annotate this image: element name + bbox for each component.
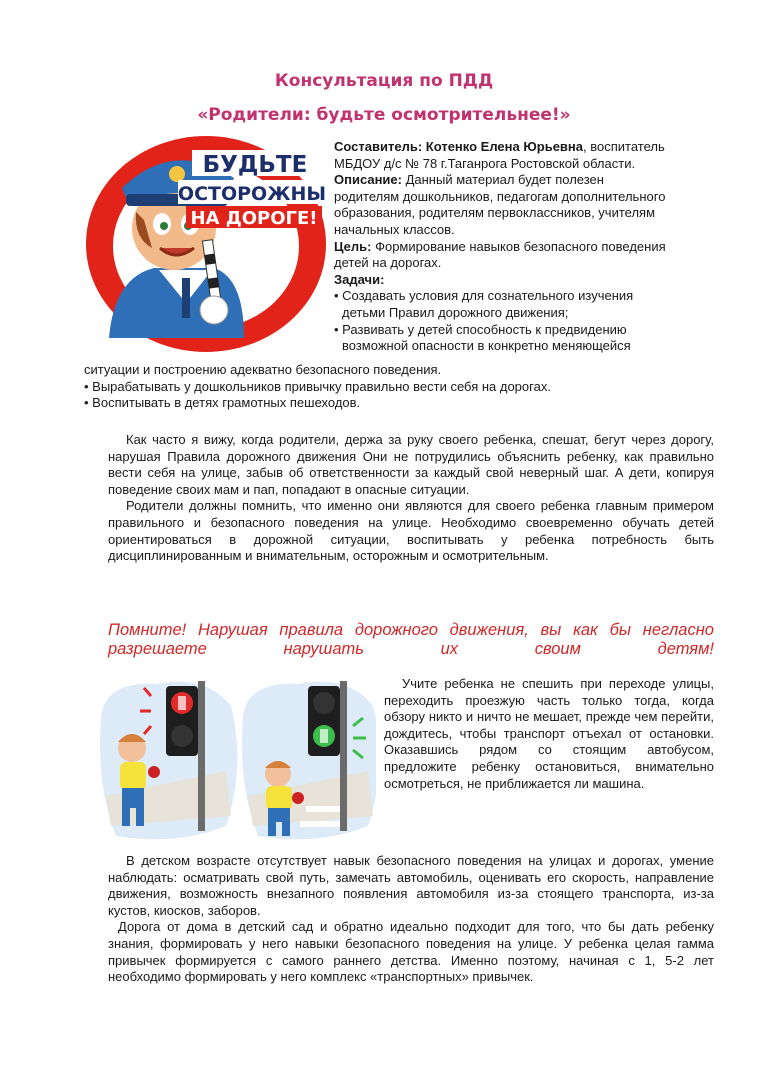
paragraph-3: Учите ребенка не спешить при переходе улицы, переходить проезжую часть только тогда, когда обзору никто и ничто не мешает, прежде чем перейти, дождитесь, чтобы транспорт отъехал от остановки. Оказавшись рядом со стоящим автобусом, предложите ребенку остановиться, внимательно осмотреться, не приближается ли машина. [384, 676, 714, 791]
description-line: Описание: Данный материал будет полезен [334, 172, 604, 188]
description-line-3: образования, родителям первоклассников, учителям [334, 205, 656, 221]
sign-line-2: ОСТОРОЖНЫ [177, 183, 327, 205]
author-line: Составитель: Котенко Елена Юрьевна, воспитатель [334, 139, 665, 154]
goal-line: Цель: Формирование навыков безопасного поведения [334, 238, 666, 254]
task-1-line-2: детьми Правил дорожного движения; [342, 304, 569, 320]
tasks-heading: Задачи: [334, 271, 385, 287]
task-3: • Вырабатывать у дошкольников привычку правильно вести себя на дорогах. [84, 378, 551, 394]
green-light-scene [242, 681, 376, 839]
task-2-line-2: возможной опасности в конкретно меняющейся [342, 338, 631, 354]
paragraph-1: Как часто я вижу, когда родители, держа за руку своего ребенка, спешат, бегут через дорогу, нарушая Правила дорожного движения Они не потрудились объяснить ребенку, как правильно вести себя на улице, забыв об ответственности за каждый свой неверный шаг. А дети, копируя поведение своих мам и пап, попадают в опасные ситуации. [108, 432, 714, 497]
info-block [334, 139, 712, 355]
paragraph-4: В детском возрасте отсутствует навык безопасного поведения на улицах и дорогах, умение наблюдать: осматривать свой путь, замечать автомобиль, оценивать его скорость, направление движения, возможность внезапного появления автомобиля из-за стоящего транспорта, из-за кустов, киосков, заборов. [108, 853, 714, 918]
task-1-line-1: • Создавать условия для сознательного изучения [334, 288, 634, 304]
paragraph-2: Родители должны помнить, что именно они являются для своего ребенка главным примером правильного и безопасного поведения на улице. Необходимо своевременно обучать детей ориентироваться в дорожной ситуации, воспитывать у ребенка потребность быть дисциплинированным и внимательным, осторожным и осмотрительным. [108, 498, 714, 564]
paragraph-5: Дорога от дома в детский сад и обратно идеально подходит для того, что бы дать ребенку знания, формировать у него навыки безопасного поведения на улице. У ребенка целая гамма привычек формируется с самого раннего детства. Именно поэтому, начиная с 1, 5-2 лет необходимо формировать у него комплекс «транспортных» привычек. [108, 919, 714, 985]
traffic-light-illustration [96, 676, 376, 846]
page-title: Консультация по ПДД [274, 71, 494, 91]
sign-lettering [178, 150, 326, 229]
sign-line-1: БУДЬТЕ [202, 152, 308, 178]
careful-on-road-sign-image [74, 128, 328, 356]
info-block-continued [84, 362, 724, 412]
body-paragraphs-2 [108, 853, 714, 986]
sign-line-3: НА ДОРОГЕ! [190, 208, 318, 229]
description-line-4: начальных классов. [334, 221, 455, 237]
warning-block [108, 621, 714, 659]
task-2-line-1: • Развивать у детей способность к предвидению [334, 321, 627, 337]
task-2-line-3: ситуации и построению адекватно безопасного поведения. [84, 362, 442, 377]
goal-line-2: детей на дорогах. [334, 255, 442, 271]
description-line-2: родителям дошкольников, педагогам дополнительного [334, 188, 666, 204]
author-line-2: МБДОУ д/с № 78 г.Таганрога Ростовской области. [334, 155, 636, 171]
red-light-scene [100, 681, 237, 839]
warning-line-2: разрешаете нарушать их своим детям! [108, 640, 714, 658]
warning-line-1: Помните! Нарушая правила дорожного движения, вы как бы негласно [108, 621, 714, 639]
page-subtitle: «Родители: будьте осмотрительнее!» [197, 105, 571, 125]
body-paragraphs-1 [108, 432, 714, 565]
task-4: • Воспитывать в детях грамотных пешеходов. [84, 395, 361, 411]
body-paragraph-3-block [384, 676, 714, 792]
